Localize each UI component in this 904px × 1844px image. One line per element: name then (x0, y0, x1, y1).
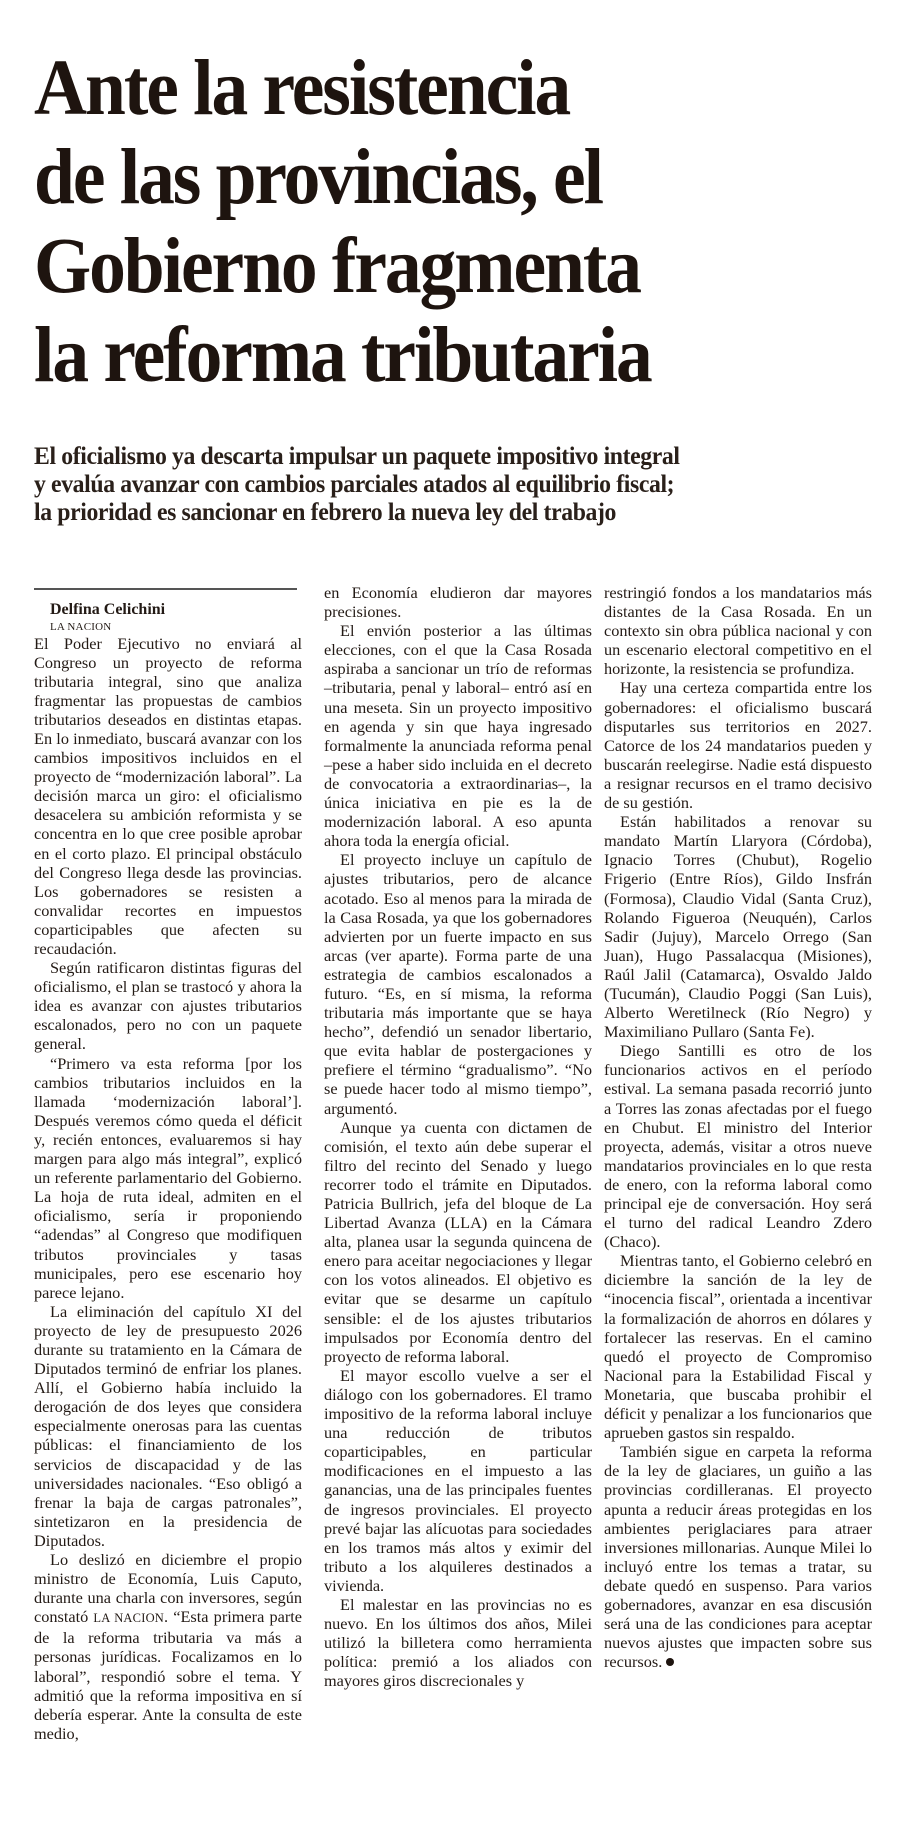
paragraph: Según ratificaron distintas figuras del oficialismo, el plan se trastocó y ahora la idea es avanzar con ajustes tributarios escalonados, pero no con un paquete general. (34, 958, 302, 1054)
paragraph-text: También sigue en carpeta la reforma de la ley de glaciares, un guiño a las provincias cordilleranas. El proyecto apunta a reducir áreas protegidas en los ambientes periglaciares para atraer inversiones millonarias. Aunque Milei lo incluyó entre los temas a tratar, su debate quedó en suspenso. Para varios gobernadores, avanzar en esa discusión será una de las condiciones para aceptar nuevos ajustes que impacten sobre sus recursos. (604, 1442, 872, 1672)
paragraph: El envión posterior a las últimas elecciones, con el que la Casa Rosada aspiraba a sancionar un trío de reformas –tributaria, penal y laboral– entró así en una meseta. Sin un proyecto impositivo en agenda y sin que haya ingresado formalmente la anunciada reforma penal –pese a haber sido incluida en el decreto de convocatoria a extraordinarias–, la única iniciativa en pie es la de modernización laboral. A eso apunta ahora toda la energía oficial. (324, 621, 592, 851)
paragraph-continuation: en Economía eludieron dar mayores precisiones. (324, 583, 592, 622)
author-outlet: LA NACION (50, 620, 112, 633)
article-body (34, 583, 880, 1828)
paragraph (604, 1442, 872, 1671)
bullet-end-icon (666, 1658, 674, 1666)
paragraph: El mayor escollo vuelve a ser el diálogo con los gobernadores. El tramo impositivo de la reforma laboral incluye una reducción de tributos coparticipables, en particular modificaciones en el impuesto a las ganancias, una de las principales fuentes de ingresos provinciales. El proyecto prevé bajar las alícuotas para sociedades en los tramos más altos y eximir del tributo a los alquileres destinados a vivienda. (324, 1365, 592, 1595)
paragraph: El malestar en las provincias no es nuevo. En los últimos dos años, Milei utilizó la billetera como herramienta política: premió a los aliados con mayores giros discrecionales y (324, 1594, 592, 1691)
subhead-line: y evalúa avanzar con cambios parciales atados al equilibrio fiscal; (34, 469, 675, 498)
column-2 (324, 583, 592, 1690)
paragraph: “Primero va esta reforma [por los cambios tributarios incluidos en la llamada ‘modernización laboral’]. Después veremos cómo queda el déficit y, recién entonces, evaluaremos si hay margen para algo más integral”, explicó un referente parlamentario del Gobierno. La hoja de ruta ideal, admiten en el oficialismo, sería ir proponiendo “adendas” al Congreso que modifiquen tributos provinciales y tasas municipales, pero ese escenario hoy parece lejano. (34, 1053, 302, 1302)
headline-line: la reforma tributaria (34, 312, 651, 399)
headline-line: Ante la resistencia (34, 45, 570, 132)
headline (34, 44, 815, 400)
subheadline (34, 442, 834, 526)
paragraph-continuation: restringió fondos a los mandatarios más distantes de la Casa Rosada. En un contexto sin obra pública nacional y con un escenario electoral competitivo en el horizonte, la resistencia se profundiza. (604, 583, 872, 679)
column-3 (604, 583, 872, 1671)
paragraph: Aunque ya cuenta con dictamen de comisión, el texto aún debe superar el filtro del recinto del Senado y luego recorrer todo el trámite en Diputados. Patricia Bullrich, jefa del bloque de La Libertad Avanza (LLA) en la Cámara alta, planea usar la segunda quincena de enero para aceitar negociaciones y llegar con los votos alineados. El objetivo es evitar que se desarme un capítulo sensible: el de los ajustes tributarios impulsados por Economía dentro del proyecto de reforma laboral. (324, 1117, 592, 1366)
paragraph-text: . “Esta primera parte de la reforma tributaria va más a personas jurídicas. Focalizamos en lo laboral”, respondió sobre el tema. Y admitió que la reforma impositiva en sí debería esperar. Ante la consulta de este medio, (34, 1607, 303, 1743)
author-name: Delfina Celichini (50, 600, 166, 618)
outlet-mention: LA NACION (93, 1611, 165, 1626)
paragraph: Están habilitados a renovar su mandato Martín Llaryora (Córdoba), Ignacio Torres (Chubut), Rogelio Frigerio (Entre Ríos), Gildo Insfrán (Formosa), Claudio Vidal (Santa Cruz), Rolando Figueroa (Neuquén), Carlos Sadir (Jujuy), Marcelo Orrego (San Juan), Hugo Passalacqua (Misiones), Raúl Jalil (Catamarca), Osvaldo Jaldo (Tucumán), Claudio Poggi (San Luis), Alberto Weretilneck (Río Negro) y Maximiliano Pullaro (Santa Fe). (604, 812, 872, 1042)
paragraph: El proyecto incluye un capítulo de ajustes tributarios, pero de alcance acotado. Eso al menos para la mirada de la Casa Rosada, ya que los gobernadores advierten por un fuerte impacto en sus arcas (ver aparte). Forma parte de una estrategia de cambios escalonados a futuro. “Es, en sí misma, la reforma tributaria más importante que se haya hecho”, defendió un senador libertario, que evita hablar de postergaciones y prefiere el término “gradualismo”. “No se puede hacer todo al mismo tiempo”, argumentó. (324, 850, 592, 1118)
subhead-line: la prioridad es sancionar en febrero la nueva ley del trabajo (34, 497, 617, 526)
paragraph: Mientras tanto, el Gobierno celebró en diciembre la sanción de la ley de “inocencia fiscal”, orientada a incentivar la formalización de ahorros en dólares y fortalecer las reservas. En el camino quedó el proyecto de Compromiso Nacional para la Estabilidad Fiscal y Monetaria, que buscaba prohibir el déficit y penalizar a los funcionarios que aprueben gastos sin respaldo. (604, 1251, 872, 1443)
headline-line: de las provincias, el (34, 134, 602, 221)
headline-line: Gobierno fragmenta (34, 223, 640, 310)
byline-rule (34, 588, 297, 590)
paragraph: El Poder Ejecutivo no enviará al Congreso un proyecto de reforma tributaria integral, sino que analiza fragmentar las propuestas de cambios tributarios deseados en distintas etapas. En lo inmediato, buscará avanzar con los cambios impositivos incluidos en el proyecto de “modernización laboral”. La decisión marca un giro: el oficialismo desacelera su ambición reformista y se concentra en lo que cree posible aprobar en el corto plazo. El principal obstáculo del Congreso llega desde las provincias. Los gobernadores se resisten a convalidar recortes en impuestos coparticipables que afecten su recaudación. (34, 633, 302, 958)
subhead-line: El oficialismo ya descarta impulsar un paquete impositivo integral (34, 441, 680, 470)
paragraph: La eliminación del capítulo XI del proyecto de ley de presupuesto 2026 durante su tratamiento en la Cámara de Diputados terminó de enfriar los planes. Allí, el Gobierno había incluido la derogación de dos leyes que considera especialmente onerosas para las cuentas públicas: el financiamiento de los servicios de discapacidad y de las universidades nacionales. “Eso obligó a frenar la baja de cargas patronales”, sintetizaron en la presidencia de Diputados. (34, 1301, 302, 1550)
paragraph: Hay una certeza compartida entre los gobernadores: el oficialismo buscará disputarles sus territorios en 2027. Catorce de los 24 mandatarios pueden y buscarán reelegirse. Nadie está dispuesto a resignar recursos en el tramo decisivo de su gestión. (604, 678, 872, 813)
column-1 (34, 588, 302, 1743)
paragraph-text: Lo deslizó en diciembre el propio ministro de Economía, Luis Caputo, durante una charla con inversores, según constató (34, 1550, 302, 1627)
paragraph (34, 1550, 302, 1743)
paragraph: Diego Santilli es otro de los funcionarios activos en el período estival. La semana pasada recorrió junto a Torres las zonas afectadas por el fuego en Chubut. El ministro del Interior proyecta, además, visitar a otros nueve mandatarios provinciales en lo que resta de enero, con la reforma laboral como principal eje de conversación. Hoy será el turno del radical Leandro Zdero (Chaco). (604, 1041, 872, 1252)
